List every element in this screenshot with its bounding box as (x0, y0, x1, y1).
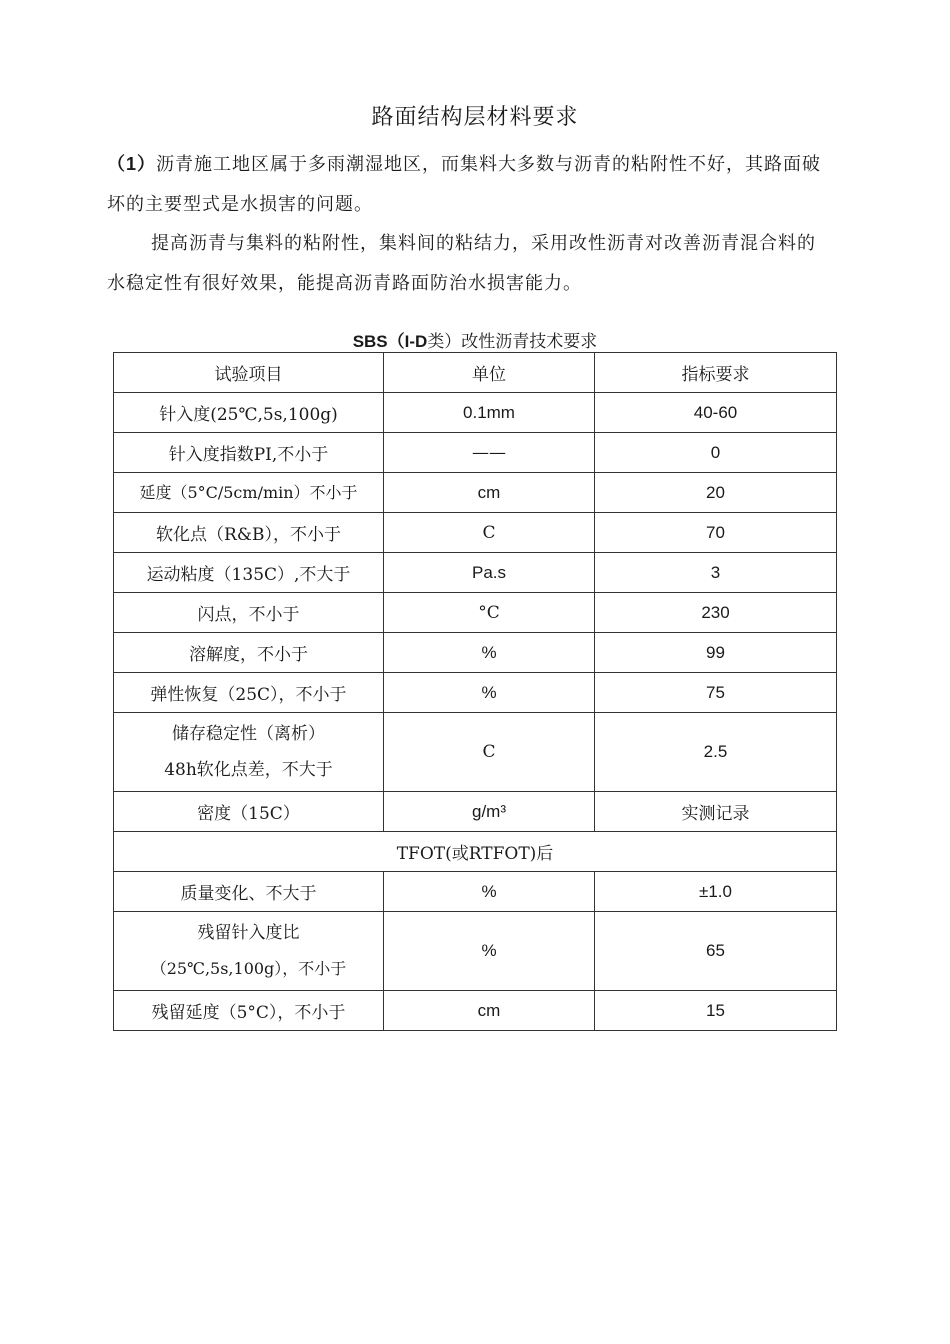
item-cell: 残留延度（5°C），不小于 (114, 991, 384, 1031)
requirement-cell: 3 (595, 553, 837, 593)
unit-cell: g/m³ (384, 792, 595, 832)
table-row (114, 593, 837, 633)
requirement-cell: 实测记录 (595, 792, 837, 832)
table-row (114, 991, 837, 1031)
item-cell: 针入度指数PI,不小于 (114, 433, 384, 473)
table-caption-code: SBS（I-D (352, 332, 428, 351)
unit-cell: % (384, 912, 595, 991)
item-cell: 运动粘度（135C）,不大于 (114, 553, 384, 593)
paragraph-1 (107, 144, 832, 225)
item-cell-line-1: 储存稳定性（离析） (172, 724, 325, 744)
requirement-cell: 40-60 (595, 393, 837, 433)
item-cell (114, 713, 384, 792)
header-cell-unit: 单位 (384, 353, 595, 393)
requirement-cell: 75 (595, 673, 837, 713)
item-cell: 延度（5°C/5cm/min）不小于 (114, 473, 384, 513)
item-cell: 溶解度，不小于 (114, 633, 384, 673)
item-cell: 闪点，不小于 (114, 593, 384, 633)
requirement-cell: 65 (595, 912, 837, 991)
table-row (114, 713, 837, 792)
spec-table (113, 352, 837, 1031)
item-cell: 针入度(25℃,5s,100g) (114, 393, 384, 433)
table-row (114, 633, 837, 673)
table-row (114, 513, 837, 553)
table-caption-text: 类）改性沥青技术要求 (427, 332, 598, 352)
unit-cell: cm (384, 991, 595, 1031)
table-row (114, 792, 837, 832)
table-row (114, 553, 837, 593)
table-caption (0, 327, 950, 352)
unit-cell: °C (384, 593, 595, 633)
item-cell-line-1: 残留针入度比 (197, 923, 300, 943)
item-cell-line-2: 48h软化点差，不大于 (164, 760, 333, 780)
unit-cell: —— (384, 433, 595, 473)
table-row (114, 912, 837, 991)
requirement-cell: 70 (595, 513, 837, 553)
unit-cell: % (384, 633, 595, 673)
unit-cell: C (384, 513, 595, 553)
item-cell: 质量变化、不大于 (114, 872, 384, 912)
item-cell: 密度（15C） (114, 792, 384, 832)
unit-cell: cm (384, 473, 595, 513)
requirement-cell: ±1.0 (595, 872, 837, 912)
table-row (114, 393, 837, 433)
table-section-row (114, 832, 837, 872)
requirement-cell: 20 (595, 473, 837, 513)
table-row (114, 872, 837, 912)
unit-cell: Pa.s (384, 553, 595, 593)
item-cell: 软化点（R&B），不小于 (114, 513, 384, 553)
requirement-cell: 2.5 (595, 713, 837, 792)
paragraph-2: 提高沥青与集料的粘附性，集料间的粘结力，采用改性沥青对改善沥青混合料的水稳定性有很好效果，能提高沥青路面防治水损害能力。 (107, 233, 816, 294)
header-cell-item: 试验项目 (114, 353, 384, 393)
table-row (114, 673, 837, 713)
unit-cell: 0.1mm (384, 393, 595, 433)
item-cell (114, 912, 384, 991)
paragraph-1-text: 沥青施工地区属于多雨潮湿地区，而集料大多数与沥青的粘附性不好，其路面破坏的主要型式是水损害的问题。 (107, 154, 822, 215)
table-row (114, 433, 837, 473)
paragraph-1-number: （1） (107, 154, 157, 174)
item-cell: 弹性恢复（25C），不小于 (114, 673, 384, 713)
unit-cell: C (384, 713, 595, 792)
unit-cell: % (384, 673, 595, 713)
requirement-cell: 230 (595, 593, 837, 633)
section-label-cell: TFOT(或RTFOT)后 (114, 832, 837, 872)
table-header-row (114, 353, 837, 393)
requirement-cell: 0 (595, 433, 837, 473)
unit-cell: % (384, 872, 595, 912)
header-cell-requirement: 指标要求 (595, 353, 837, 393)
requirement-cell: 99 (595, 633, 837, 673)
table-row (114, 473, 837, 513)
item-cell-line-2: （25℃,5s,100g），不小于 (150, 959, 347, 978)
requirement-cell: 15 (595, 991, 837, 1031)
document-title: 路面结构层材料要求 (371, 105, 579, 130)
